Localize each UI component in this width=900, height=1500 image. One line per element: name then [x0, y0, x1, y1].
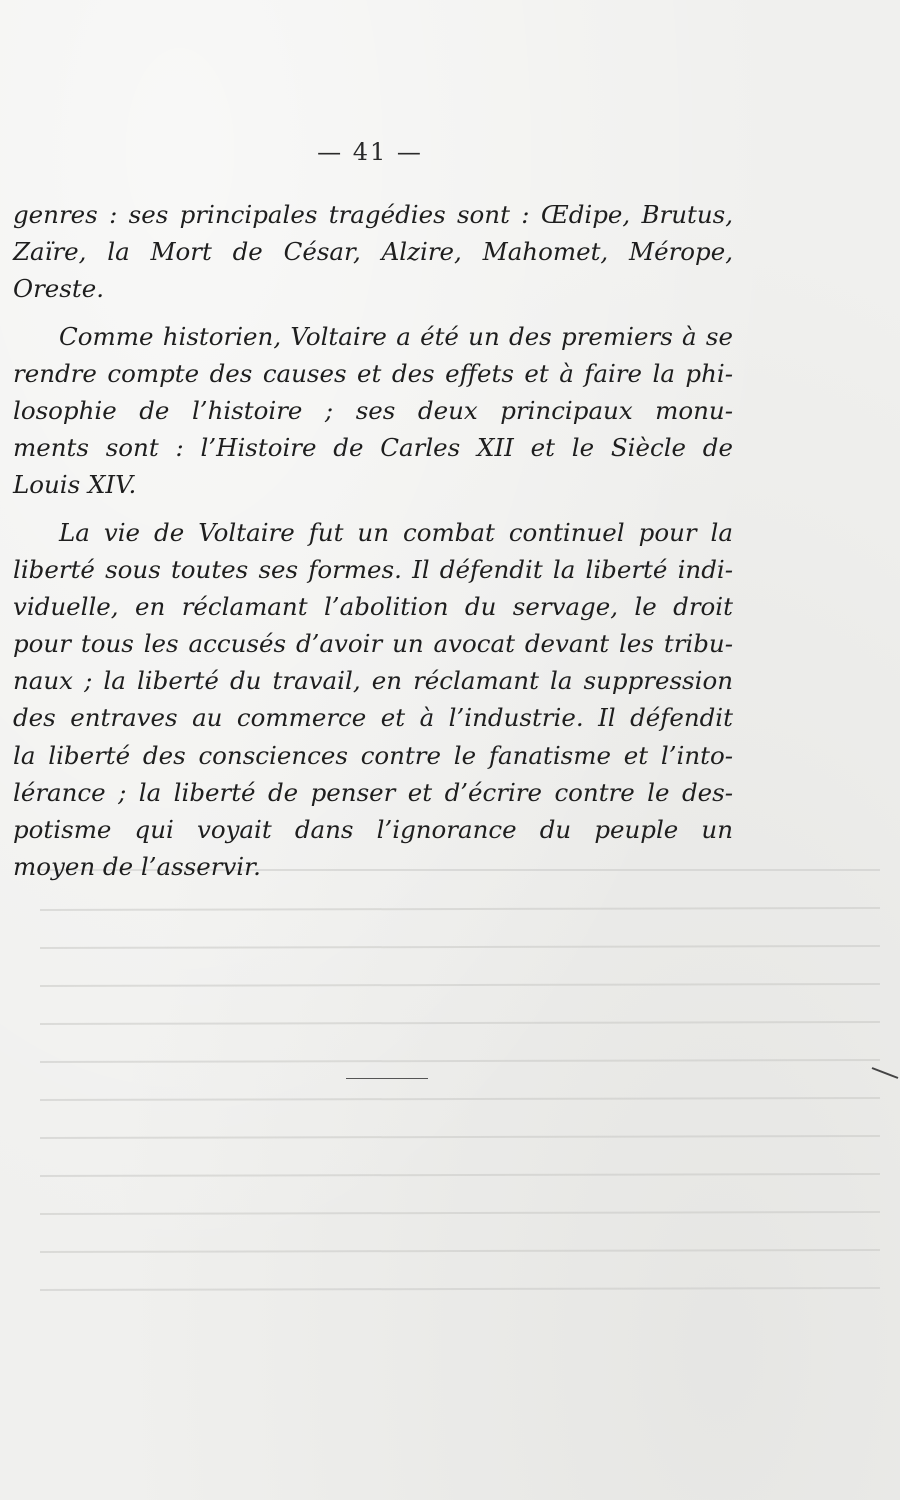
text-line: losophie de l’histoire ; ses deux principaux monu-	[13, 395, 733, 425]
text-line: Louis XIV.	[13, 470, 137, 500]
body-text	[13, 196, 733, 885]
paragraph	[13, 514, 733, 886]
paragraph	[13, 196, 733, 308]
text-line: ments sont : l’Histoire de Carles XII et le Siècle de	[13, 433, 733, 463]
text-line: Oreste.	[13, 274, 105, 304]
text-line: des entraves au commerce et à l’industrie. Il défendit	[13, 703, 733, 733]
text-line: liberté sous toutes ses formes. Il défendit la liberté indi-	[13, 554, 733, 584]
text-line: genres : ses principales tragédies sont : Œdipe, Brutus,	[13, 200, 733, 229]
text-line: la liberté des consciences contre le fanatisme et l’into-	[13, 740, 733, 770]
text-line: naux ; la liberté du travail, en réclamant la suppression	[13, 666, 733, 696]
text-line: pour tous les accusés d’avoir un avocat devant les tribu-	[13, 629, 733, 659]
text-line: Comme historien, Voltaire a été un des premiers à se	[59, 321, 733, 351]
text-line: Zaïre, la Mort de César, Alzire, Mahomet, Mérope,	[13, 237, 733, 267]
page-number: — 41 —	[317, 138, 423, 166]
paragraph	[13, 318, 733, 504]
text-line: La vie de Voltaire fut un combat continuel pour la	[59, 517, 733, 547]
text-line: lérance ; la liberté de penser et d’écrire contre le des-	[13, 777, 733, 807]
text-line: rendre compte des causes et des effets et à faire la phi-	[13, 358, 733, 388]
text-line: moyen de l’asservir.	[13, 852, 261, 882]
text-line: potisme qui voyait dans l’ignorance du peuple un	[13, 815, 733, 844]
section-divider	[346, 1078, 428, 1079]
text-line: viduelle, en réclamant l’abolition du servage, le droit	[13, 591, 733, 621]
